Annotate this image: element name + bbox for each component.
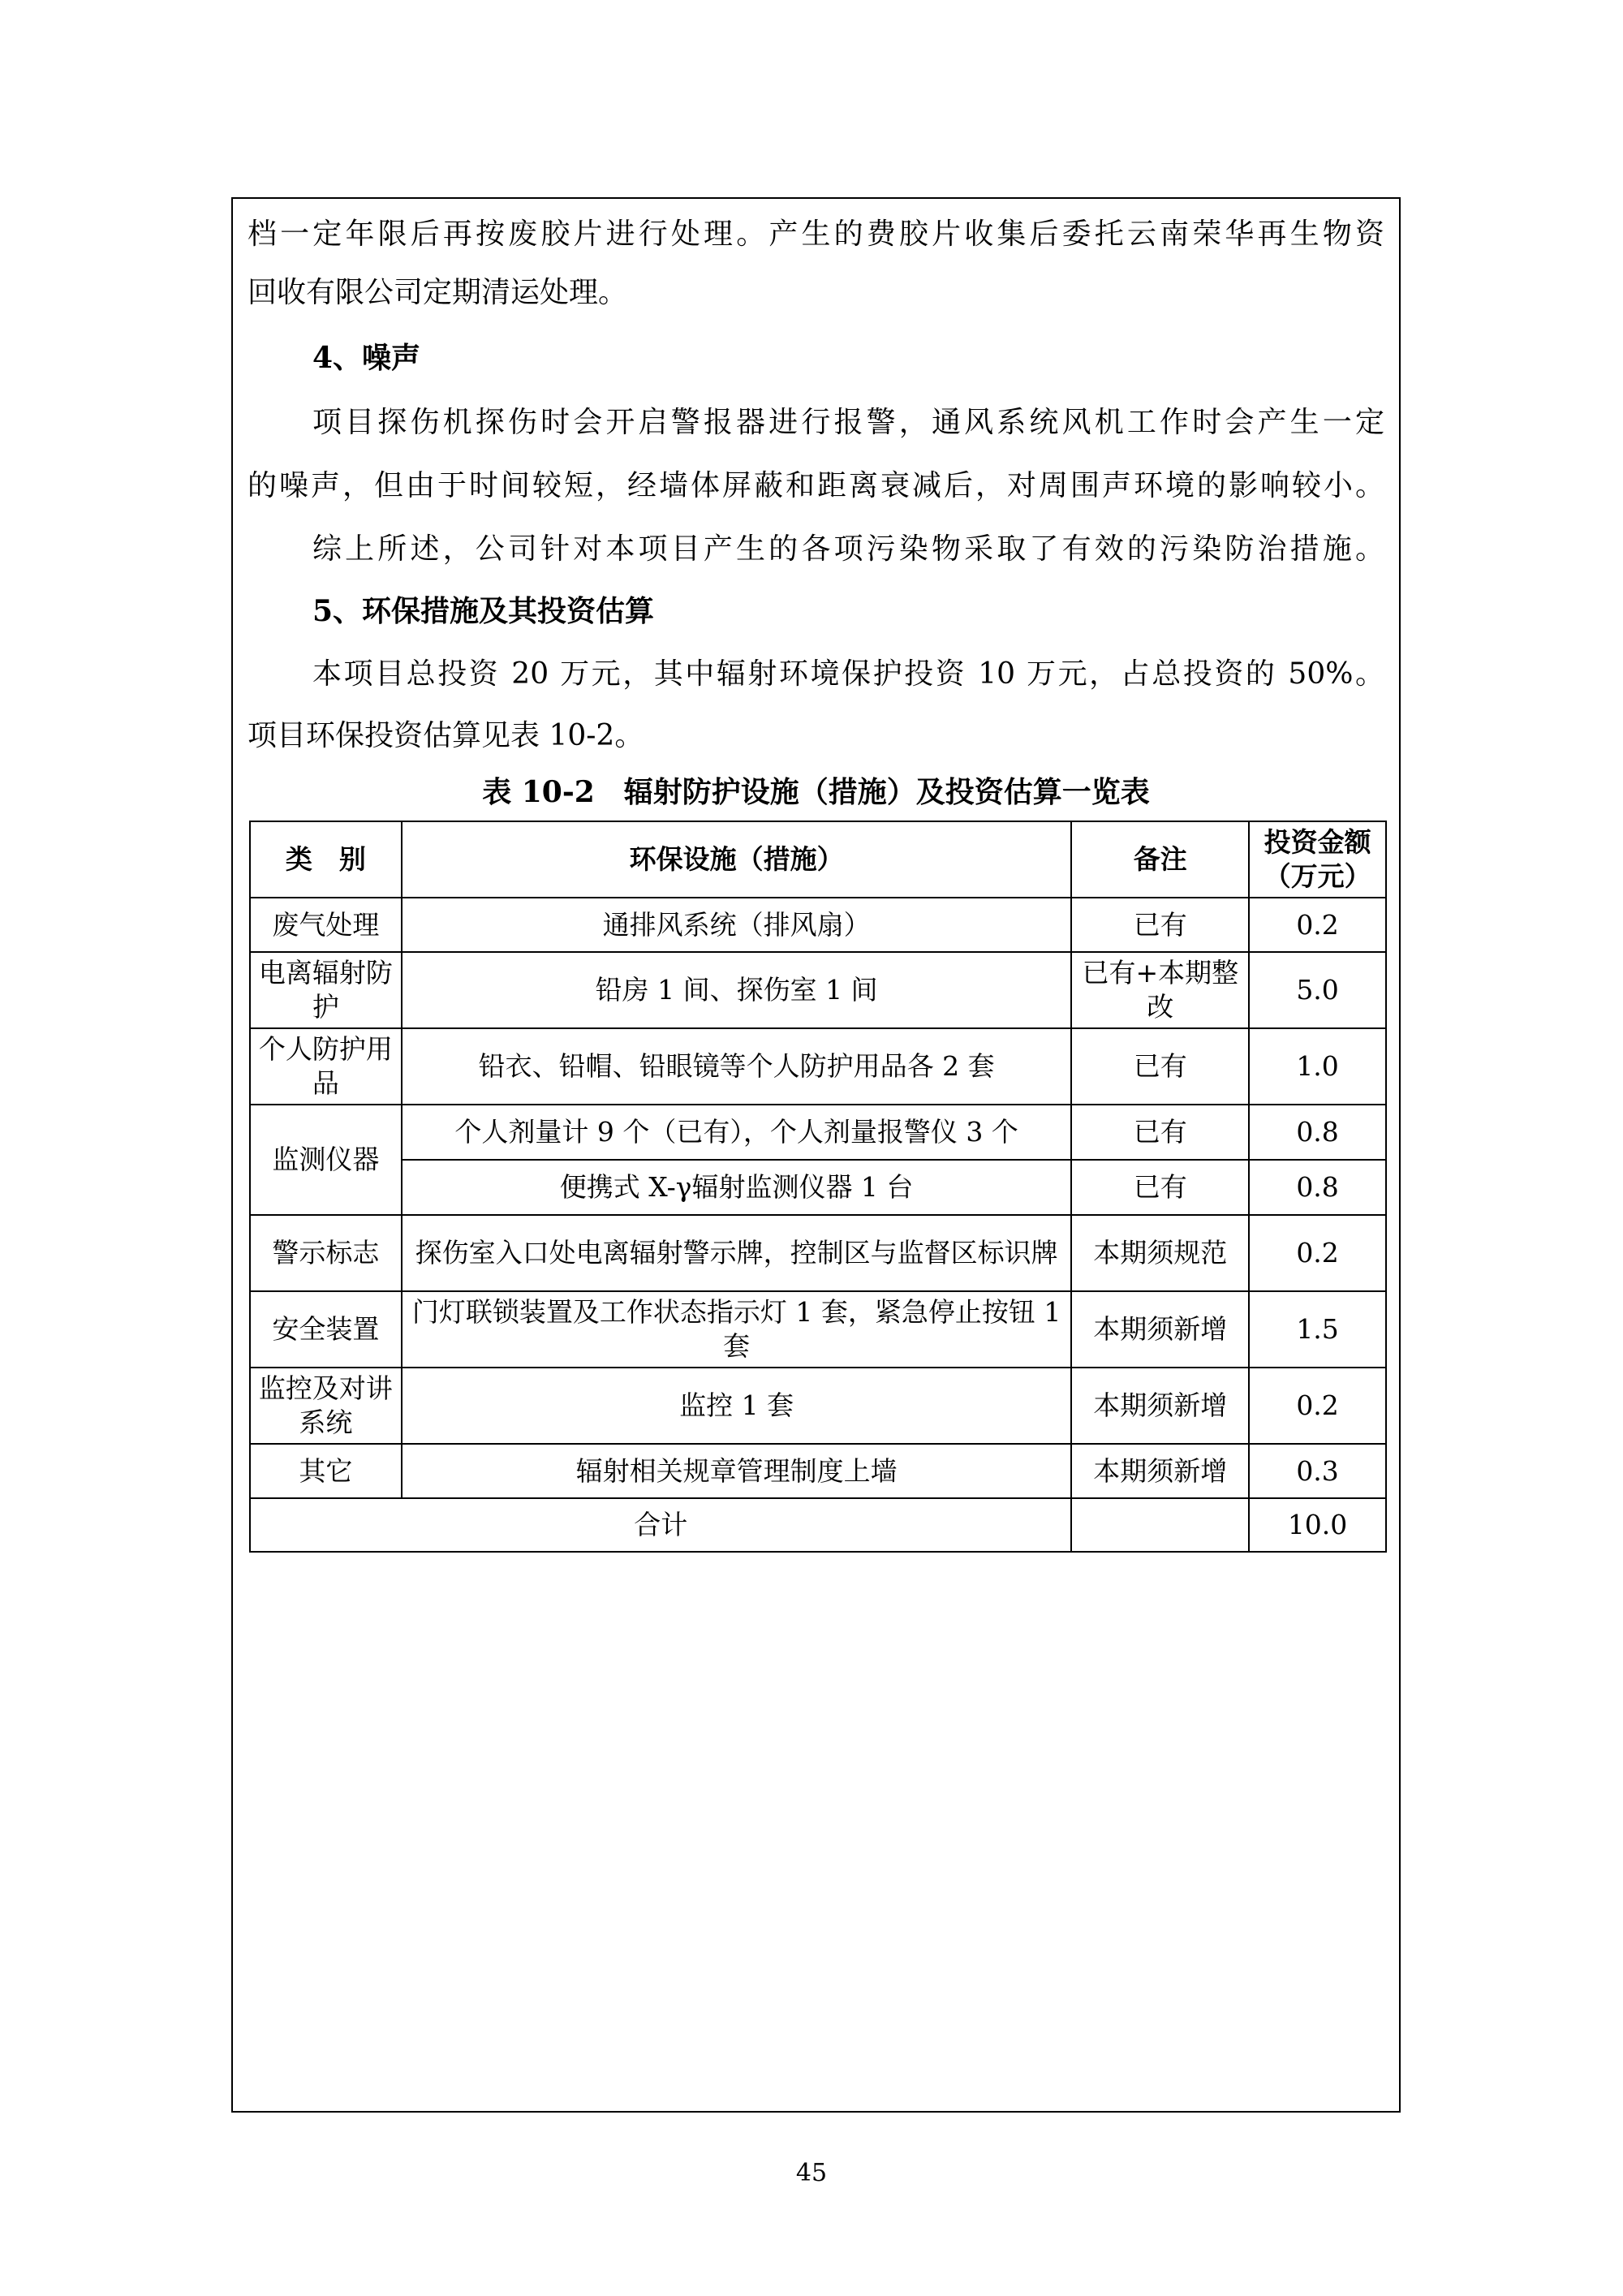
investment-table bbox=[249, 821, 1387, 1553]
cell-category: 废气处理 bbox=[250, 898, 402, 952]
cell-amount: 0.8 bbox=[1249, 1160, 1386, 1215]
cell-note: 本期须新增 bbox=[1071, 1444, 1249, 1498]
cell-note: 本期须规范 bbox=[1071, 1215, 1249, 1291]
section-heading-noise: 4、噪声 bbox=[312, 341, 421, 375]
cell-note: 已有 bbox=[1071, 1160, 1249, 1215]
cell-total-label: 合计 bbox=[250, 1498, 1071, 1552]
header-category: 类 别 bbox=[250, 821, 402, 898]
table-caption: 表 10-2 辐射防护设施（措施）及投资估算一览表 bbox=[482, 775, 1150, 809]
cell-category: 监控及对讲系统 bbox=[250, 1368, 402, 1444]
cell-category: 个人防护用品 bbox=[250, 1028, 402, 1105]
table-row bbox=[250, 1215, 1386, 1291]
header-measure: 环保设施（措施） bbox=[402, 821, 1072, 898]
paragraph-line: 项目环保投资估算见表 10-2。 bbox=[248, 719, 644, 752]
table-row bbox=[250, 1160, 1386, 1215]
page-frame bbox=[231, 197, 1401, 2113]
cell-measure: 辐射相关规章管理制度上墙 bbox=[402, 1444, 1072, 1498]
cell-measure: 监控 1 套 bbox=[402, 1368, 1072, 1444]
cell-category: 其它 bbox=[250, 1444, 402, 1498]
table-row bbox=[250, 1105, 1386, 1160]
cell-category: 安全装置 bbox=[250, 1291, 402, 1368]
cell-category: 警示标志 bbox=[250, 1215, 402, 1291]
cell-amount: 0.2 bbox=[1249, 898, 1386, 952]
cell-note: 本期须新增 bbox=[1071, 1368, 1249, 1444]
cell-measure: 探伤室入口处电离辐射警示牌，控制区与监督区标识牌 bbox=[402, 1215, 1072, 1291]
cell-note: 本期须新增 bbox=[1071, 1291, 1249, 1368]
table-row bbox=[250, 1291, 1386, 1368]
header-amount-line1: 投资金额 bbox=[1264, 826, 1371, 858]
cell-amount: 0.2 bbox=[1249, 1215, 1386, 1291]
paragraph-line: 本项目总投资 20 万元，其中辐射环境保护投资 10 万元，占总投资的 50%。 bbox=[312, 657, 1384, 691]
table-header-row bbox=[250, 821, 1386, 898]
cell-amount: 1.5 bbox=[1249, 1291, 1386, 1368]
cell-measure: 铅衣、铅帽、铅眼镜等个人防护用品各 2 套 bbox=[402, 1028, 1072, 1105]
cell-amount: 1.0 bbox=[1249, 1028, 1386, 1105]
cell-amount: 0.8 bbox=[1249, 1105, 1386, 1160]
cell-measure: 通排风系统（排风扇） bbox=[402, 898, 1072, 952]
table-row bbox=[250, 898, 1386, 952]
cell-amount: 0.3 bbox=[1249, 1444, 1386, 1498]
cell-category: 电离辐射防护 bbox=[250, 952, 402, 1028]
cell-measure: 便携式 X-γ辐射监测仪器 1 台 bbox=[402, 1160, 1072, 1215]
cell-measure: 铅房 1 间、探伤室 1 间 bbox=[402, 952, 1072, 1028]
header-note: 备注 bbox=[1071, 821, 1249, 898]
cell-measure: 门灯联锁装置及工作状态指示灯 1 套，紧急停止按钮 1 套 bbox=[402, 1291, 1072, 1368]
paragraph-line: 的噪声，但由于时间较短，经墙体屏蔽和距离衰减后，对周围声环境的影响较小。 bbox=[248, 469, 1384, 502]
table-row bbox=[250, 1444, 1386, 1498]
cell-note: 已有 bbox=[1071, 898, 1249, 952]
table-row bbox=[250, 1028, 1386, 1105]
paragraph-line: 综上所述，公司针对本项目产生的各项污染物采取了有效的污染防治措施。 bbox=[312, 532, 1384, 566]
section-heading-investment: 5、环保措施及其投资估算 bbox=[312, 594, 655, 628]
header-amount bbox=[1249, 821, 1386, 898]
table-row bbox=[250, 1368, 1386, 1444]
cell-total-amount: 10.0 bbox=[1249, 1498, 1386, 1552]
header-amount-line2: （万元） bbox=[1264, 860, 1371, 892]
paragraph-line: 回收有限公司定期清运处理。 bbox=[248, 276, 628, 309]
cell-note: 已有 bbox=[1071, 1028, 1249, 1105]
cell-total-note bbox=[1071, 1498, 1249, 1552]
cell-note: 已有 bbox=[1071, 1105, 1249, 1160]
cell-note: 已有+本期整改 bbox=[1071, 952, 1249, 1028]
cell-amount: 0.2 bbox=[1249, 1368, 1386, 1444]
table-row bbox=[250, 952, 1386, 1028]
cell-amount: 5.0 bbox=[1249, 952, 1386, 1028]
paragraph-line: 档一定年限后再按废胶片进行处理。产生的费胶片收集后委托云南荣华再生物资 bbox=[248, 218, 1384, 251]
paragraph-line: 项目探伤机探伤时会开启警报器进行报警，通风系统风机工作时会产生一定 bbox=[312, 406, 1384, 439]
cell-category: 监测仪器 bbox=[250, 1105, 402, 1215]
page-number: 45 bbox=[795, 2159, 828, 2187]
table-total-row bbox=[250, 1498, 1386, 1552]
cell-measure: 个人剂量计 9 个（已有），个人剂量报警仪 3 个 bbox=[402, 1105, 1072, 1160]
